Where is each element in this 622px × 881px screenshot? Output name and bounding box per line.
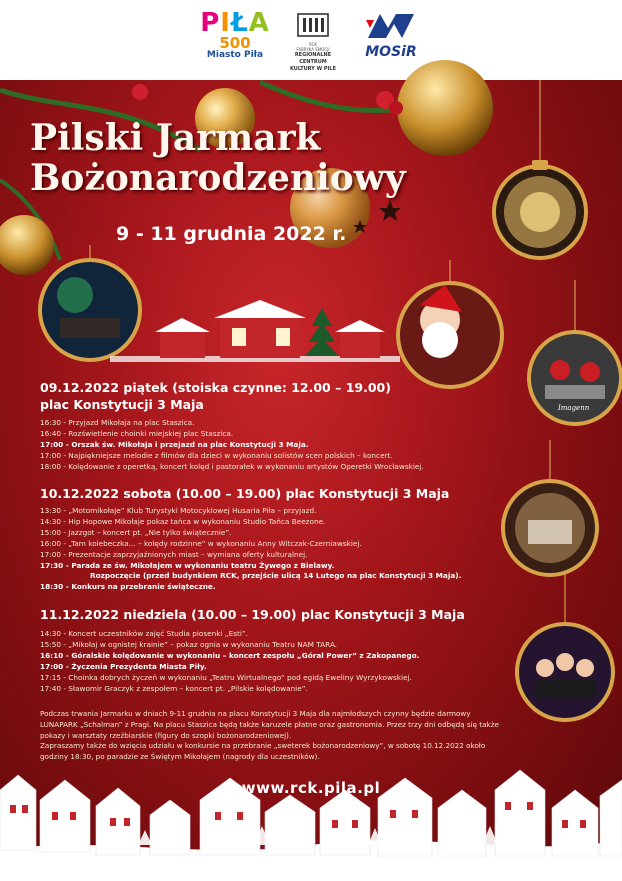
day-heading-line: 11.12.2022 niedziela (10.00 – 19.00) plac Konstytucji 3 Maja xyxy=(40,607,465,622)
day-heading-line: plac Konstytucji 3 Maja xyxy=(40,397,204,412)
title-line-2: Bożonarodzeniowy xyxy=(30,157,406,199)
event-item: Rozpoczęcie (przed budynkiem RCK, przejście ulicą 14 Lutego na plac Konstytucji 3 Maja). xyxy=(90,571,462,581)
event-item: 13:30 - „Motomikołaje” Klub Turystyki Motocyklowej Husaria Piła – przyjazd. xyxy=(40,506,317,515)
christmas-market-illustration xyxy=(110,300,400,362)
photo-caption: Imagenn xyxy=(558,404,590,412)
day-1-heading xyxy=(40,379,391,413)
berry-decoration xyxy=(389,101,403,115)
title-line-1: Pilski Jarmark xyxy=(30,117,321,159)
event-item: 14:30 - Hip Hopowe Mikołaje pokaz tańca w wykonaniu Studio Tańca Beezone. xyxy=(40,516,326,526)
mosir-logo-caption: MOSiR xyxy=(365,44,417,60)
day-heading-line: 09.12.2022 piątek (stoiska czynne: 12.00 – 19.00) xyxy=(40,380,391,395)
logo-number: 500 xyxy=(219,34,251,52)
event-item: 16:30 - Przyjazd Mikołaja na plac Staszica. xyxy=(40,418,195,427)
logo-letter: Ł xyxy=(230,8,249,38)
day-1-events xyxy=(40,418,490,473)
info-paragraph: Zapraszamy także do wzięcia udziału w konkursie na przebranie „sweterek bożonarodzeniowy”, w sobotę 10.12.2022 około godziny 18:30, po paradzie ze Świętym Mikołajem (nagrody dla uczestników). xyxy=(40,741,486,762)
info-paragraph: Podczas trwania Jarmarku w dniach 9-11 grudnia na placu Konstytucji 3 Maja dla najmłodszych czynny będzie darmowy LUNAPARK „Schalman” z Pragi. Na placu Staszica będą także karuzele płatne oraz gastronomia. Przez trzy dni odbędą się także pokazy i warsztaty rzeźbiarskie (figury do szopki bożonarodzeniowej). xyxy=(40,709,499,740)
photo-bauble-parade xyxy=(503,481,597,575)
website-link[interactable]: www.rck.pila.pl xyxy=(241,779,381,797)
event-item: 17:00 - Najpiękniejsze melodie z filmów dla dzieci w wykonaniu solistów scen polskich – koncert. xyxy=(40,450,393,460)
photo-bauble-concert xyxy=(40,260,140,360)
day-heading-line: 10.12.2022 sobota (10.00 – 19.00) plac Konstytucji 3 Maja xyxy=(40,486,450,501)
day-2-heading xyxy=(40,485,449,502)
event-item: 17:15 - Choinka dobrych życzeń w wykonaniu „Teatru Wirtualnego” pod egidą Eweliny Wyrzykowskiej. xyxy=(40,672,412,682)
info-paragraphs xyxy=(40,709,510,763)
logo-letter: A xyxy=(248,8,270,38)
logo-letter: P xyxy=(200,8,221,38)
event-item: 14:30 - Koncert uczestników zajęć Studia piosenki „Esti”. xyxy=(40,629,248,638)
berry-decoration xyxy=(132,84,148,100)
event-item: 17:40 - Sławomir Graczyk z zespołem – koncert pt. „Pilskie kolędowanie”. xyxy=(40,683,308,693)
event-item: 17:00 - Orszak św. Mikołaja i przejazd na plac Konstytucji 3 Maja. xyxy=(40,439,309,449)
event-item: 18:00 - Kolędowanie z operetką, koncert kolęd i pastorałek w wykonaniu artystów Operetki Wrocławskiej. xyxy=(40,461,424,471)
event-item: 17:30 - Parada ze św. Mikołajem w wykonaniu teatru Żywego z Bielawy. xyxy=(40,560,335,570)
event-item: 18:30 - Konkurs na przebranie świąteczne. xyxy=(40,582,216,592)
event-item: 17:00 - Życzenia Prezydenta Miasta Piły. xyxy=(40,661,207,671)
event-item: 17:00 - Prezentacje zaprzyjaźnionych miast – wymiana oferty kulturalnej. xyxy=(40,549,308,559)
photo-bauble-band xyxy=(517,624,613,720)
rck-logo-line: RCK xyxy=(309,42,317,47)
event-date: 9 - 11 grudnia 2022 r. xyxy=(116,223,347,245)
rck-logo-line: REGIONALNE CENTRUM xyxy=(294,52,332,65)
rck-logo-line: FABRYKA EMOCJI xyxy=(296,47,330,52)
day-3-heading xyxy=(40,606,465,623)
day-3-events xyxy=(40,629,490,694)
photo-bauble-santa xyxy=(398,283,502,387)
logo-caption: Miasto Piła xyxy=(206,50,264,60)
event-item: 16:10 - Góralskie kolędowanie w wykonaniu – koncert zespołu „Góral Power” z Zakopanego. xyxy=(40,650,420,660)
event-item: 16:00 - „Tam kolebeczka... – kolędy rodzinne” w wykonaniu Anny Witczak-Czerniawskiej. xyxy=(40,538,362,548)
rck-logo-line: KULTURY W PILE xyxy=(290,66,336,72)
event-item: 16:40 - Rozświetlenie choinki miejskiej plac Staszica. xyxy=(40,428,234,438)
poster-title xyxy=(30,118,510,198)
event-item: 15:50 - „Mikołaj w ognistej krainie” – pokaz ognia w wykonaniu Teatru NAM TARA. xyxy=(40,639,338,649)
logo-letter: I xyxy=(220,8,231,38)
event-item: 15:00 - Jazzgot – koncert pt. „Nie tylko świątecznie”. xyxy=(40,527,232,537)
bauble-ornament xyxy=(0,215,54,275)
day-2-events xyxy=(40,506,490,593)
